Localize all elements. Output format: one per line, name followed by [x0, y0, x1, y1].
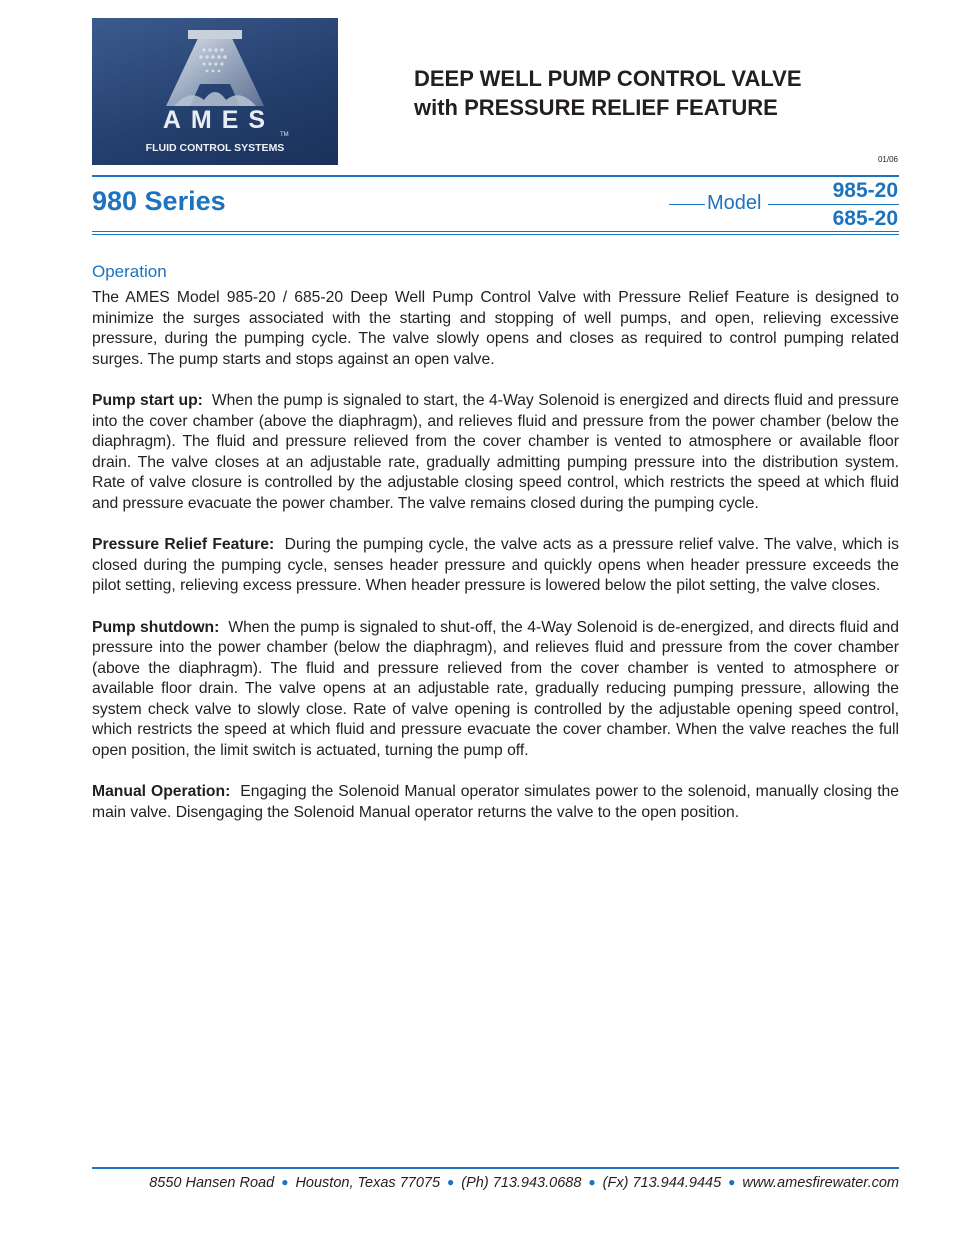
model-dash-left: [669, 204, 705, 205]
bullet-icon: ●: [281, 1175, 289, 1189]
paragraph-pressure-relief: [92, 535, 899, 597]
title-line-2: with PRESSURE RELIEF FEATURE: [414, 95, 778, 120]
footer-phone: (Ph) 713.943.0688: [461, 1175, 582, 1191]
footer-city: Houston, Texas 77075: [295, 1175, 441, 1191]
bullet-icon: ●: [447, 1175, 455, 1189]
paragraph-pump-start-up: [92, 391, 899, 515]
company-logo: [92, 18, 338, 165]
operation-body: [92, 288, 899, 844]
bullet-icon: ●: [588, 1175, 596, 1189]
model-label: Model: [707, 192, 762, 214]
paragraph-text: During the pumping cycle, the valve acts as a pressure relief valve. The valve, which is closed during the pumping cycle, senses header pressure and quickly opens when header pressure exceeds the pilot setting, relieving excess pressure. When header pressure is lowered below the pilot setting, the valve closes.: [92, 536, 899, 595]
paragraph-manual-operation: [92, 782, 899, 823]
model-number-1: 985-20: [832, 179, 898, 202]
logo-wordmark: AMES: [162, 106, 276, 134]
logo-subtitle: FLUID CONTROL SYSTEMS: [145, 142, 285, 154]
title-line-1: DEEP WELL PUMP CONTROL VALVE: [414, 66, 802, 91]
intro-paragraph: The AMES Model 985-20 / 685-20 Deep Well Pump Control Valve with Pressure Relief Feature is designed to minimize the surges associated with the starting and stopping of well pumps, and open, relieving excessive pressure, during the pumping cycle. The valve slowly opens and closes as required to control pumping related surges. The pump starts and stops against an open valve.: [92, 289, 899, 368]
footer-contact: [92, 1175, 899, 1191]
section-heading-operation: Operation: [92, 262, 167, 281]
footer-website: www.amesfirewater.com: [742, 1175, 899, 1191]
series-rule-top: [92, 231, 899, 232]
paragraph-heading: Pressure Relief Feature:: [92, 536, 275, 554]
paragraph-text: When the pump is signaled to shut-off, the 4-Way Solenoid is de-energized, and directs fluid and pressure into the power chamber (below the diaphragm), and relieves fluid and pressure from the cover chamber (above the diaphragm). The fluid and pressure relieved from the cover chamber is vented to atmosphere or available floor drain. The valve opens at an adjustable rate, gradually reducing pumping pressure, allowing the system check valve to slowly close. Rate of valve opening is controlled by the adjustable opening speed control, which restricts the speed at which fluid and pressure evacuate the cover chamber. When the valve reaches the full open position, the limit switch is actuated, turning the pump off.: [92, 618, 899, 760]
model-dash-right: [768, 204, 899, 205]
footer-fax: (Fx) 713.944.9445: [602, 1175, 722, 1191]
paragraph-heading: Pump start up:: [92, 391, 203, 409]
bullet-icon: ●: [728, 1175, 736, 1189]
paragraph-pump-shutdown: [92, 618, 899, 762]
paragraph-heading: Manual Operation:: [92, 783, 231, 801]
series-rule-bottom: [92, 234, 899, 235]
footer-rule: [92, 1167, 899, 1169]
trademark-mark: TM: [280, 132, 289, 138]
footer-address: 8550 Hansen Road: [149, 1175, 275, 1191]
document-title: [414, 64, 802, 122]
paragraph-text: When the pump is signaled to start, the 4-Way Solenoid is energized and directs fluid and pressure into the cover chamber (above the diaphragm), and relieves fluid and pressure from the power chamber (below the diaphragm). The fluid and pressure relieved from the cover chamber is vented to atmosphere or available floor drain. The valve closes at an adjustable rate, gradually admitting pumping pressure into the distribution system. Rate of valve closure is controlled by the adjustable closing speed control, which restricts the speed at which fluid and pressure evacuate the power chamber. The valve remains closed during the pumping cycle.: [92, 391, 900, 512]
series-label: 980 Series: [92, 186, 226, 216]
paragraph-text: Engaging the Solenoid Manual operator simulates power to the solenoid, manually closing the main valve. Disengaging the Solenoid Manual operator returns the valve to the open position.: [92, 783, 900, 821]
revision-date: 01/06: [877, 155, 898, 164]
top-rule: [92, 175, 899, 177]
paragraph-heading: Pump shutdown:: [92, 618, 220, 636]
model-number-2: 685-20: [832, 207, 898, 230]
